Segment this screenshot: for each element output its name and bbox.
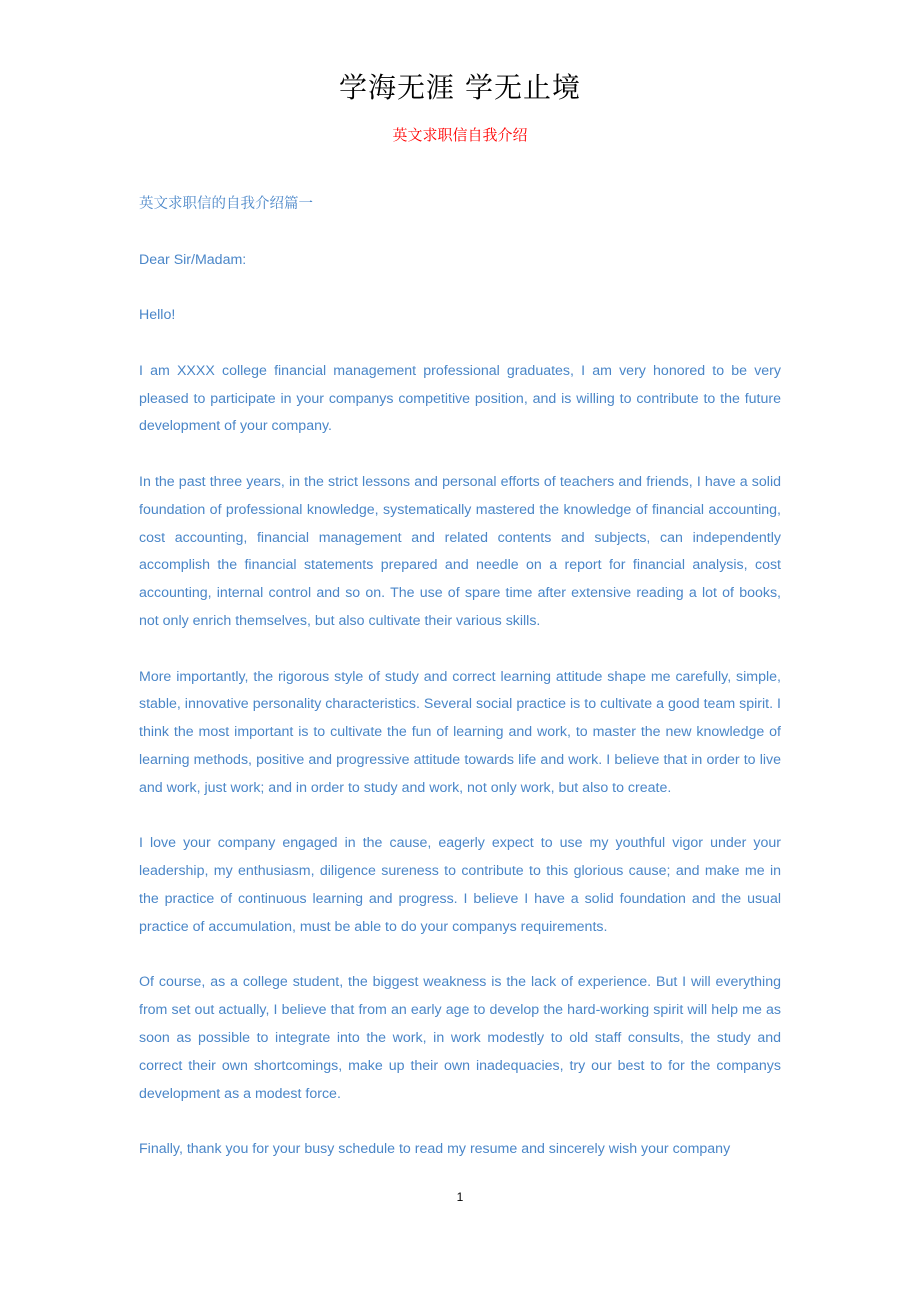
body-paragraph: I love your company engaged in the cause, eagerly expect to use my youthful vigor under your leadership, my enthusiasm, diligence sureness to contribute to this glorious cause; and make me in the practice of continuous learning and progress. I believe I have a solid foundation and the usual practice of accumulation, must be able to do your companys requirements. <box>139 835 781 935</box>
salutation: Dear Sir/Madam: <box>139 251 247 268</box>
body-paragraph: I am XXXX college financial management professional graduates, I am very honored to be very pleased to participate in your companys competitive position, and is willing to contribute to the future development of your company. <box>139 362 781 435</box>
page-number: 1 <box>456 1190 464 1204</box>
body-paragraph: In the past three years, in the strict lessons and personal efforts of teachers and friends, I have a solid foundation of professional knowledge, systematically mastered the knowledge of financial accounting, cost accounting, financial management and related contents and subjects, can independently accomplish the financial statements prepared and needle on a report for financial analysis, cost accounting, internal control and so on. The use of spare time after extensive reading a lot of books, not only enrich themselves, but also cultivate their various skills. <box>139 473 781 629</box>
body-paragraph: More importantly, the rigorous style of study and correct learning attitude shape me carefully, simple, stable, innovative personality characteristics. Several social practice is to cultivate a good team spirit. I think the most important is to cultivate the fun of learning and work, to master the new knowledge of learning methods, positive and progressive attitude towards life and work. I believe that in order to live and work, just work; and in order to study and work, not only work, but also to create. <box>139 668 781 796</box>
greeting: Hello! <box>139 307 176 324</box>
document-title: 英文求职信自我介绍 <box>392 126 528 144</box>
body-paragraph: Finally, thank you for your busy schedule to read my resume and sincerely wish your company <box>139 1141 731 1158</box>
section-heading: 英文求职信的自我介绍篇一 <box>139 196 313 212</box>
header-title: 学海无涯 学无止境 <box>339 71 581 104</box>
body-paragraph: Of course, as a college student, the biggest weakness is the lack of experience. But I will everything from set out actually, I believe that from an early age to develop the hard-working spirit will help me as soon as possible to integrate into the work, in work modestly to old staff consults, the study and correct their own shortcomings, make up their own inadequacies, try our best to for the companys development as a modest force. <box>139 974 781 1102</box>
document-body <box>139 191 781 1192</box>
